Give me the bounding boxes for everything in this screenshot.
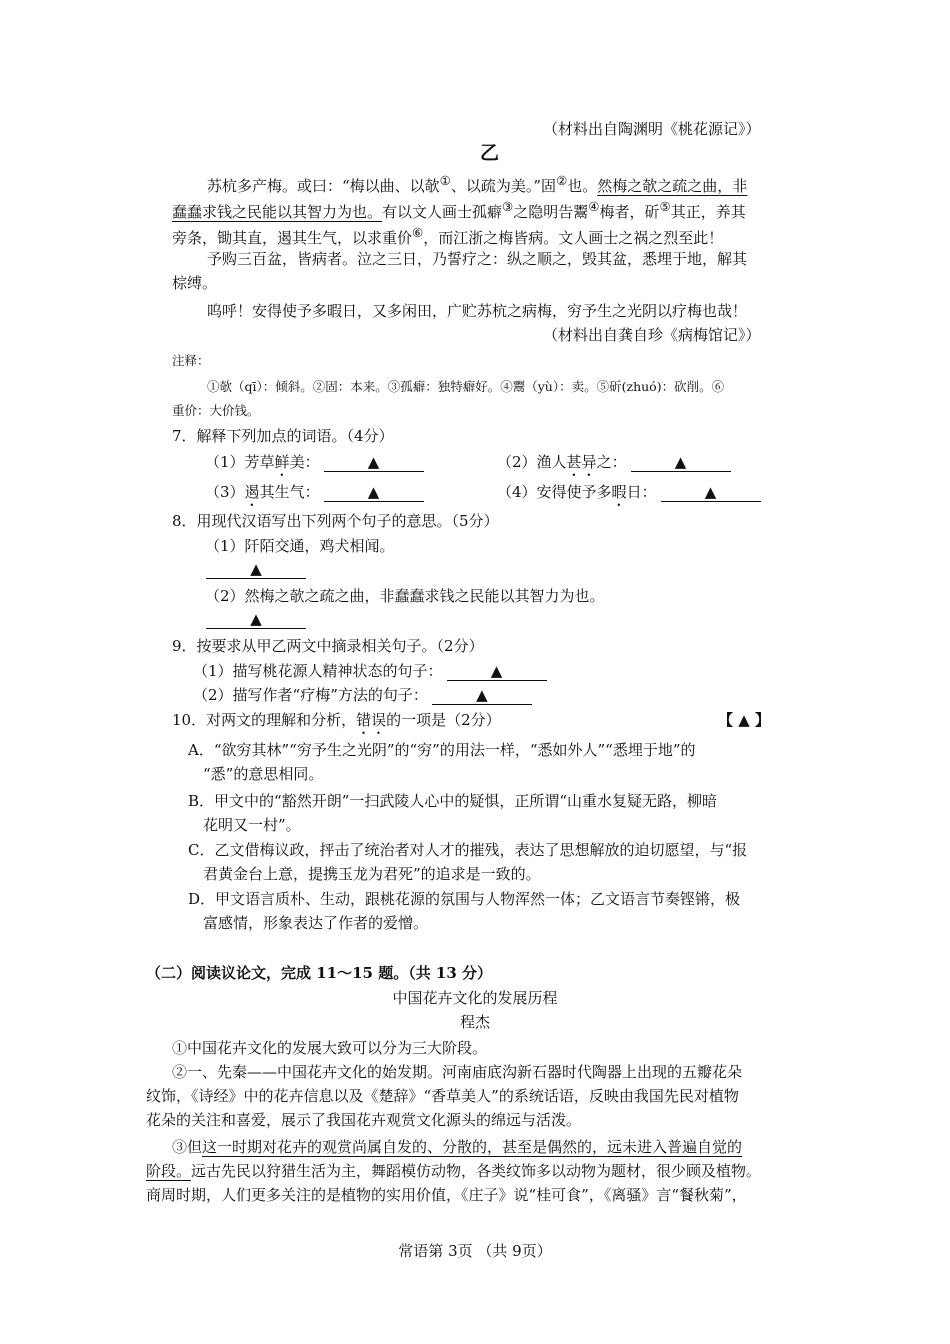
option-b-line1: B．甲文中的“豁然开朗”一扫武陵人心中的疑惧，正所谓“山重水复疑无路，柳暗 <box>188 792 718 810</box>
source-citation-tao: （材料出自陶渊明《桃花源记》） <box>543 120 761 138</box>
notes-label: 注释： <box>172 353 210 368</box>
source-citation-gong: （材料出自龚自珍《病梅馆记》） <box>543 326 761 344</box>
article-p2-line3: 花朵的关注和喜爱，展示了我国花卉观赏文化源头的绵远与活泼。 <box>146 1111 582 1129</box>
passage-yi-p1-line2: 蠢蠢求钱之民能以其智力为也。有以文人画士孤癖③之隐明告鬻④梅者，斫⑤其正，养其 <box>172 199 746 221</box>
page-footer: 常语第 3页 （共 9页） <box>398 1242 552 1260</box>
question-9-item-2: （2）描写作者“疗梅”方法的句子： ▲ <box>193 684 532 706</box>
answer-blank[interactable]: ▲ <box>447 662 547 681</box>
underlined-sentence-cont: 阶段。 <box>146 1162 192 1180</box>
question-9-stem: 9．按要求从甲乙两文中摘录相关句子。（2分） <box>172 637 484 655</box>
question-8-sentence-1: （1）阡陌交通，鸡犬相闻。 <box>205 537 395 555</box>
answer-blank[interactable]: ▲ <box>206 560 306 579</box>
answer-blank[interactable]: ▲ <box>324 453 424 472</box>
passage-yi-p2-line2: 棕缚。 <box>172 274 218 292</box>
article-p3-line2: 阶段。远古先民以狩猎生活为主，舞蹈模仿动物，各类纹饰多以动物为题材，很少顾及植物。 <box>146 1162 762 1180</box>
answer-bracket[interactable]: 【 ▲ 】 <box>718 711 770 729</box>
question-7-item-4: （4）安得使予多暇日： ▲ <box>497 481 761 510</box>
question-8-sentence-2: （2）然梅之欹之疏之曲，非蠢蠢求钱之民能以其智力为也。 <box>205 587 605 605</box>
article-p2-line2: 纹饰，《诗经》中的花卉信息以及《楚辞》“香草美人”的系统话语，反映由我国先民对植物 <box>146 1087 739 1105</box>
underlined-sentence-cont: 蠢蠢求钱之民能以其智力为也。 <box>172 203 383 221</box>
passage-yi-p3: 呜呼！安得使予多暇日，又多闲田，广贮苏杭之病梅，穷予生之光阴以疗梅也哉！ <box>207 302 748 320</box>
question-9-item-1: （1）描写桃花源人精神状态的句子： ▲ <box>193 660 547 682</box>
section-2-heading: （二）阅读议论文，完成 11～15 题。（共 13 分） <box>146 964 493 982</box>
underlined-sentence: 这一时期对花卉的观赏尚属自发的、分散的，甚至是偶然的，远未进入普遍自觉的 <box>202 1138 743 1156</box>
article-p3-line1: ③但这一时期对花卉的观赏尚属自发的、分散的，甚至是偶然的，远未进入普遍自觉的 <box>172 1138 743 1156</box>
option-c-line1: C．乙文借梅议政，抨击了统治者对人才的摧残，表达了思想解放的迫切愿望，与“报 <box>188 841 748 859</box>
underlined-sentence: 然梅之欹之疏之曲，非 <box>597 177 748 195</box>
question-7-item-1: （1）芳草鲜美： ▲ <box>205 451 424 480</box>
article-author: 程杰 <box>459 1013 490 1031</box>
option-b-line2: 花明又一村”。 <box>203 816 301 834</box>
passage-yi-p1-line3: 旁条，锄其直，遏其生气，以求重价⑥，而江浙之梅皆病。文人画士之祸之烈至此！ <box>172 225 724 247</box>
answer-blank[interactable]: ▲ <box>661 483 761 502</box>
article-title: 中国花卉文化的发展历程 <box>392 989 558 1007</box>
option-d-line2: 富感情，形象表达了作者的爱憎。 <box>203 914 429 932</box>
option-a-line1: A．“欲穷其林”“穷予生之光阴”的“穷”的用法一样，“悉如外人”“悉埋于地”的 <box>188 741 696 759</box>
article-p2-line1: ②一、先秦——中国花卉文化的始发期。河南庙底沟新石器时代陶器上出现的五瓣花朵 <box>172 1063 743 1081</box>
answer-blank[interactable]: ▲ <box>432 686 532 705</box>
option-d-line1: D．甲文语言质朴、生动，跟桃花源的氛围与人物浑然一体；乙文语言节奏铿锵，极 <box>188 890 741 908</box>
article-p1: ①中国花卉文化的发展大致可以分为三大阶段。 <box>172 1039 488 1057</box>
passage-yi-p1-line1: 苏杭多产梅。或曰：“梅以曲、以欹①、以疏为美。”固②也。然梅之欹之疏之曲，非 <box>207 173 748 195</box>
question-7-item-3: （3）遏其生气： ▲ <box>205 481 424 510</box>
answer-blank[interactable]: ▲ <box>324 483 424 502</box>
passage-yi-title: 乙 <box>480 142 500 164</box>
question-7-item-2: （2）渔人甚异之： ▲ <box>497 451 731 480</box>
passage-yi-p2-line1: 予购三百盆，皆病者。泣之三日，乃誓疗之：纵之顺之，毁其盆，悉埋于地，解其 <box>207 250 748 268</box>
question-7-stem: 7．解释下列加点的词语。（4分） <box>172 427 394 445</box>
article-p3-line3: 商周时期，人们更多关注的是植物的实用价值，《庄子》说“桂可食”，《离骚》言“餐秋菊”， <box>146 1186 747 1204</box>
question-8-stem: 8．用现代汉语写出下列两个句子的意思。（5分） <box>172 512 499 530</box>
answer-blank[interactable]: ▲ <box>206 610 306 629</box>
option-c-line2: 君黄金台上意，提携玉龙为君死”的追求是一致的。 <box>203 865 541 883</box>
notes-line1: ①欹（qī）：倾斜。②固：本来。③孤癖：独特癖好。④鬻（yù）：卖。⑤斫(zhuó)：砍削。⑥ <box>207 379 725 394</box>
notes-line2: 重价：大价钱。 <box>172 403 260 418</box>
question-10-stem: 10．对两文的理解和分析，错误的一项是（2分） <box>172 711 501 729</box>
option-a-line2: “悉”的意思相同。 <box>203 765 324 783</box>
answer-blank[interactable]: ▲ <box>631 453 731 472</box>
